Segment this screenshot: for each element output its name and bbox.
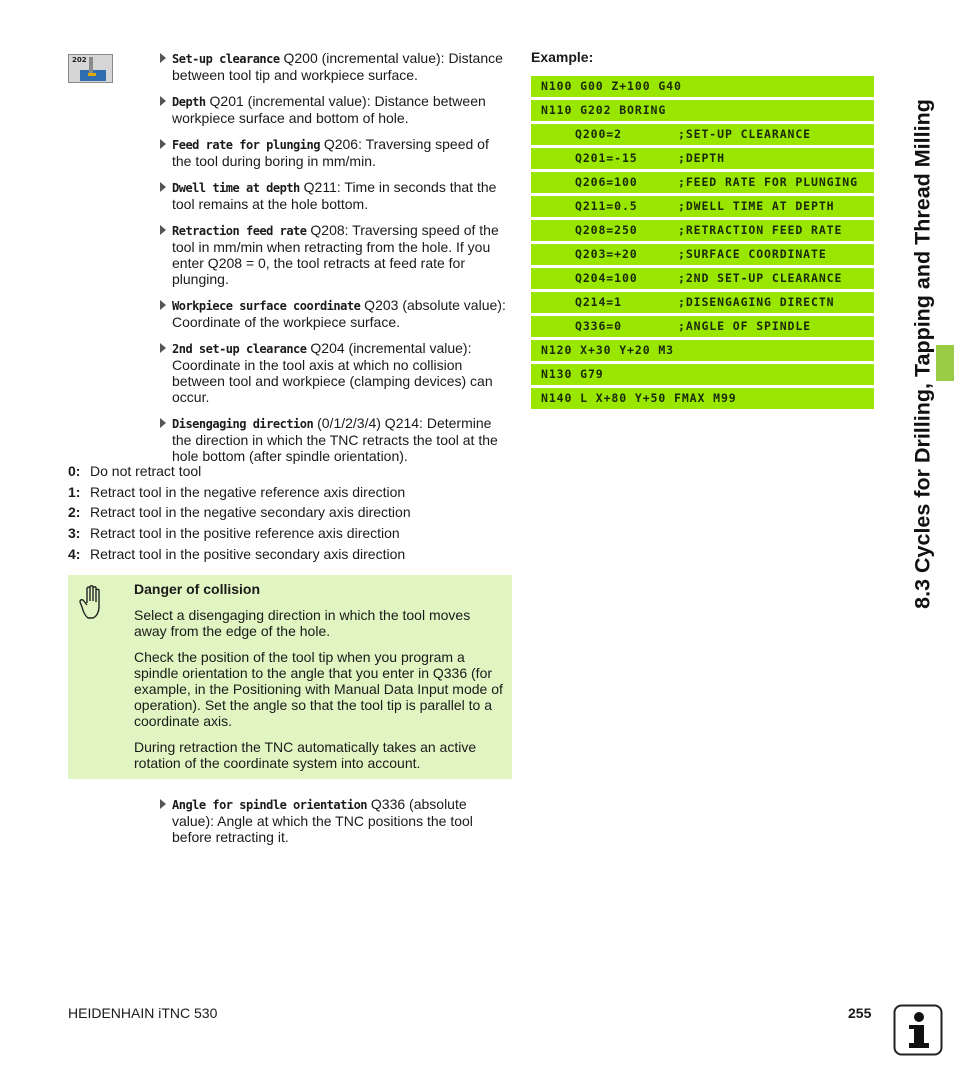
option-item [68,525,512,541]
section-side-title [906,52,940,656]
code-comment: ;ANGLE OF SPINDLE [678,319,812,333]
parameter-keyword: Depth [172,95,206,109]
disengaging-options-list [68,463,512,566]
parameter-description: Q206: Traversing speed of the tool during boring in mm/min. [172,136,489,169]
option-item [68,484,512,500]
warning-title: Danger of collision [134,581,261,597]
code-line: N110 G202 BORING [531,100,874,121]
parameter-description: Q204 (incremental value): Coordinate in the tool axis at which no collision between tool and workpiece (clamping devices) can occur. [172,340,493,405]
arrow-icon [160,300,166,310]
parameter-item [160,179,512,212]
code-parameter: Q208=250 [575,223,638,237]
parameter-keyword: Angle for spindle orientation [172,798,368,812]
code-comment: ;DWELL TIME AT DEPTH [678,199,835,213]
parameter-keyword: Dwell time at depth [172,181,300,195]
parameter-list-continued [160,796,512,855]
footer-product: HEIDENHAIN iTNC 530 [68,1005,218,1021]
option-code: 0: [68,463,81,479]
parameter-item [160,50,512,83]
example-label: Example: [531,49,594,65]
code-line [531,316,874,337]
option-text: Do not retract tool [90,463,202,479]
parameter-description: Q203 (absolute value): Coordinate of the workpiece surface. [172,297,506,330]
option-code: 4: [68,545,81,562]
code-parameter: Q204=100 [575,271,638,285]
code-parameter: Q203=+20 [575,247,638,261]
parameter-item [160,415,512,464]
arrow-icon [160,418,166,428]
code-parameter: Q214=1 [575,295,622,309]
parameter-description: Q201 (incremental value): Distance between workpiece surface and bottom of hole. [172,93,486,126]
warning-paragraph: Select a disengaging direction in which the tool moves away from the edge of the hole. [134,607,471,639]
option-code: 1: [68,483,81,500]
code-line [531,196,874,217]
cycle-202-icon [68,54,113,83]
option-item [68,546,512,562]
parameter-keyword: Disengaging direction [172,417,314,431]
page-number: 255 [848,1005,872,1021]
code-line: N140 L X+80 Y+50 FMAX M99 [531,388,874,409]
option-item [68,463,512,479]
parameter-description: Q200 (incremental value): Distance between tool tip and workpiece surface. [172,50,503,83]
parameter-keyword: Feed rate for plunging [172,138,320,152]
code-comment: ;SET-UP CLEARANCE [678,127,812,141]
arrow-icon [160,225,166,235]
arrow-icon [160,96,166,106]
arrow-icon [160,182,166,192]
code-line: N100 G00 Z+100 G40 [531,76,874,97]
option-code: 2: [68,504,81,521]
parameter-item [160,340,512,405]
option-text: Retract tool in the positive reference axis direction [90,525,400,542]
code-line [531,172,874,193]
option-text: Retract tool in the positive secondary axis direction [90,545,406,562]
code-line [531,244,874,265]
boring-tool-graphic [69,55,112,82]
parameter-item [160,297,512,330]
parameter-description: (0/1/2/3/4) Q214: Determine the direction in which the TNC retracts the tool at the hole bottom (after spindle orientation). [172,415,498,464]
code-line [531,220,874,241]
code-line [531,148,874,169]
arrow-icon [160,53,166,63]
option-text: Retract tool in the negative secondary axis direction [90,504,411,521]
code-parameter: Q211=0.5 [575,199,638,213]
info-icon [893,1004,943,1056]
code-parameter: Q336=0 [575,319,622,333]
code-comment: ;DEPTH [678,151,725,165]
code-line [531,268,874,289]
parameter-list [160,50,512,474]
nc-program-example [531,76,874,412]
code-line: N120 X+30 Y+20 M3 [531,340,874,361]
parameter-keyword: Set-up clearance [172,52,280,66]
code-comment: ;SURFACE COORDINATE [678,247,827,261]
code-comment: ;FEED RATE FOR PLUNGING [678,175,858,189]
parameter-description: Q336 (absolute value): Angle at which the TNC positions the tool before retracting it. [172,796,473,845]
code-parameter: Q200=2 [575,127,622,141]
parameter-description: Q211: Time in seconds that the tool remains at the hole bottom. [172,179,497,212]
cycle-number: 202 [72,56,87,64]
code-comment: ;DISENGAGING DIRECTN [678,295,835,309]
parameter-item [160,136,512,169]
code-parameter: Q206=100 [575,175,638,189]
collision-warning-box [68,575,512,779]
parameter-keyword: Workpiece surface coordinate [172,299,361,313]
option-code: 3: [68,525,81,542]
hand-warning-icon [78,585,104,621]
code-line [531,292,874,313]
arrow-icon [160,799,166,809]
code-comment: ;2ND SET-UP CLEARANCE [678,271,843,285]
code-comment: ;RETRACTION FEED RATE [678,223,843,237]
parameter-keyword: Retraction feed rate [172,224,307,238]
parameter-item [160,93,512,126]
arrow-icon [160,139,166,149]
parameter-description: Q208: Traversing speed of the tool in mm/min when retracting from the hole. If you enter Q208 = 0, the tool retracts at feed rate for plunging. [172,222,499,287]
option-text: Retract tool in the negative reference axis direction [90,483,406,500]
code-line [531,124,874,145]
warning-paragraph: Check the position of the tool tip when you program a spindle orientation to the angle that you enter in Q336 (for example, in the Positioning with Manual Data Input mode of operation). Set the angle so that the tool tip is parallel to a coordinate axis. [134,649,503,729]
section-title-text: 8.3 Cycles for Drilling, Tapping and Thread Milling [910,99,935,609]
code-line: N130 G79 [531,364,874,385]
parameter-item [160,222,512,287]
option-item [68,504,512,520]
code-parameter: Q201=-15 [575,151,638,165]
parameter-keyword: 2nd set-up clearance [172,342,307,356]
warning-paragraph: During retraction the TNC automatically takes an active rotation of the coordinate system into account. [134,739,477,771]
arrow-icon [160,343,166,353]
parameter-item [160,796,512,845]
